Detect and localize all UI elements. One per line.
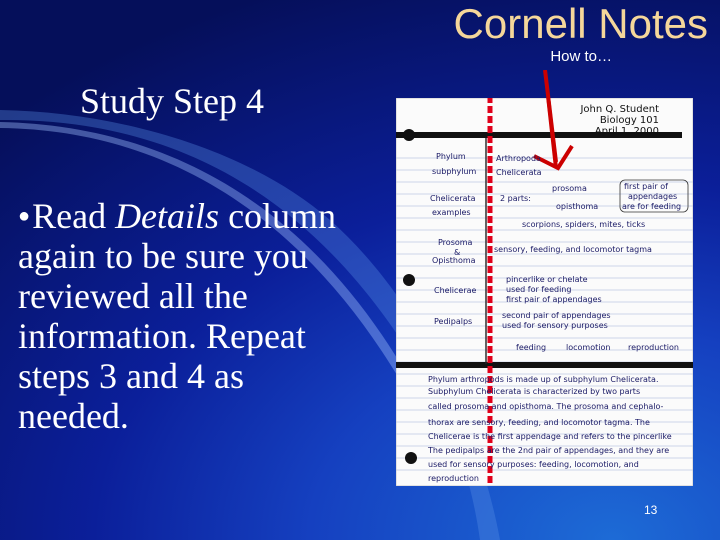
cue-text: Phylum	[436, 152, 466, 161]
detail-text: first pair of	[624, 182, 668, 191]
detail-text: feeding	[516, 343, 547, 352]
detail-text: appendages	[628, 192, 678, 201]
detail-text: second pair of appendages	[502, 311, 611, 320]
detail-text: prosoma	[552, 184, 587, 193]
summary-text: The pedipalps are the 2nd pair of appendages, and they are	[428, 446, 670, 455]
detail-text: used for feeding	[506, 285, 572, 294]
slide-title: Cornell Notes	[453, 0, 708, 47]
slide-subtitle: How to…	[550, 48, 612, 65]
body-line1-b: Details	[115, 196, 220, 236]
page-number: 13	[644, 503, 658, 517]
cue-text: Pedipalps	[434, 317, 473, 326]
notes-header-date: April 1, 2000	[594, 126, 659, 137]
detail-text: sensory, feeding, and locomotor tagma	[494, 245, 652, 254]
body-rest: column again to be sure you reviewed all the information. Repeat steps 3 and 4 as needed.	[18, 196, 337, 436]
detail-text: first pair of appendages	[506, 295, 602, 304]
notes-header-name: John Q. Student	[580, 104, 659, 115]
cue-text: examples	[432, 208, 471, 217]
summary-text: Chelicerae is the first appendage and refers to the pincerlike	[428, 432, 672, 441]
detail-text: Chelicerata	[496, 168, 542, 177]
detail-text: scorpions, spiders, mites, ticks	[522, 220, 646, 229]
body-text	[18, 196, 363, 436]
red-arrow-icon	[530, 70, 580, 180]
summary-text: called prosoma and opisthoma. The prosoma and cephalo-	[428, 402, 664, 411]
body-line1-a: Read	[32, 196, 116, 236]
detail-text: reproduction	[628, 343, 679, 352]
summary-text: Subphylum Chelicerata is characterized by two parts	[428, 387, 641, 396]
detail-text: 2 parts:	[500, 194, 531, 203]
summary-text: used for sensory purposes: feeding, locomotion, and	[428, 460, 639, 469]
cue-text: Opisthoma	[432, 256, 476, 265]
detail-text: used for sensory purposes	[502, 321, 608, 330]
detail-text: pincerlike or chelate	[506, 275, 588, 284]
notes-header	[580, 104, 659, 137]
detail-text: opisthoma	[556, 202, 599, 211]
step-heading: Study Step 4	[80, 81, 265, 121]
summary-text: reproduction	[428, 474, 479, 483]
detail-text: Arthropoda	[496, 154, 541, 163]
notes-header-course: Biology 101	[599, 115, 659, 126]
cue-text: &	[454, 248, 461, 257]
summary-text: Phylum arthropods is made up of subphylum Chelicerata.	[428, 375, 659, 384]
cue-text: Chelicerae	[434, 286, 477, 295]
cue-text: subphylum	[432, 167, 477, 176]
summary-text: thorax are sensory, feeding, and locomotor tagma. The	[428, 418, 650, 427]
bullet-icon: ●	[18, 205, 31, 227]
cue-text: Prosoma	[438, 238, 473, 247]
detail-text: are for feeding	[622, 202, 682, 211]
detail-text: locomotion	[566, 343, 611, 352]
cue-text: Chelicerata	[430, 194, 476, 203]
